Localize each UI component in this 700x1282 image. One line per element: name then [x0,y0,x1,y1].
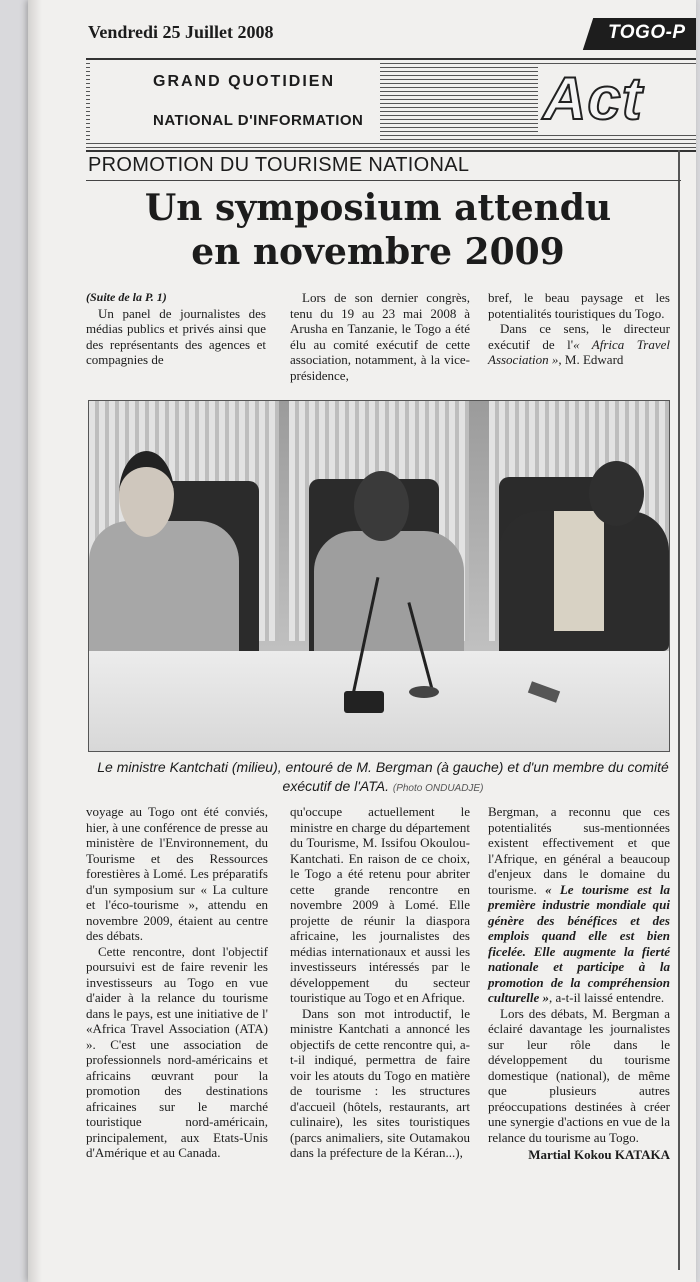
text-run: , a-t-il laissé entendre. [549,990,665,1005]
column-2-top [290,290,470,383]
microphone-base-2 [409,686,439,698]
column-3-top [488,290,670,368]
section-tab-label: TOGO-P [608,22,686,43]
masthead-line-2: NATIONAL D'INFORMATION [153,112,364,129]
ata-name: « Africa Travel Association » [488,336,671,367]
column-1-top [86,290,266,368]
masthead-logo: Act [543,65,643,132]
person-left-head [119,451,174,537]
caption-text: Le ministre Kantchati (milieu), entouré de M. Bergman (à gauche) et d'un membre du comité exécutif de l'ATA. [97,759,669,794]
page-fold-shadow [28,0,42,1282]
paragraph: bref, le beau paysage et les potentialités touristiques du Togo. [488,290,670,321]
photo-credit: (Photo ONDUADJE) [392,783,484,794]
text-run: Dans ce sens, le directeur exécutif de l' [488,321,670,352]
column-1-bottom [86,804,268,1161]
paragraph: Lors de son dernier congrès, tenu du 19 au 23 mai 2008 à Arusha en Tanzanie, le Togo a été élu au comité exécutif de cette association, notamment, à la vice-présidence, [290,290,470,383]
headline-line-2: en novembre 2009 [191,231,565,273]
press-conference-photo [88,400,670,752]
paragraph: Dans son mot introductif, le ministre Kantchati a annoncé les objectifs de cette rencontre qui, a-t-il indiqué, permettra de faire voir les atouts du Togo en matière de tourisme : les structures d'accueil (hôtels, restaurants, art culinaire), les sites touristiques (parcs animaliers, site Outamakou dans la préfecture de la Kéran...), [290,1005,470,1160]
article-headline [73,186,683,274]
text-run: , M. Edward [558,352,624,367]
person-right-head [589,461,644,526]
paragraph [488,804,670,1006]
paragraph: qu'occupe actuellement le ministre en charge du département du Tourisme, M. Issifou Okoulou-Kantchati. En raison de ce choix, le Togo a été retenu pour abriter cette grande rencontre en novembre 2009 à Lomé. Elle projette de réunir la diaspora africaine, les journalistes des médias internationaux et aussi les investisseurs intéressés par le développement du secteur touristique au Togo et en Afrique. [290,804,470,1005]
paragraph: Un panel de journalistes des médias publics et privés ainsi que des représentants des agences et compagnies de [86,305,266,367]
paragraph: Cette rencontre, dont l'objectif poursuivi est de faire revenir les investisseurs au Togo en vue d'aider à la relance du tourisme dans le pays, est une initiative de l' «Africa Travel Association (ATA) ». C'est une association de professionnels nord-américains et africains œuvrant pour la promotion des destinations africaines sur le marché touristique nord-américain, principalement, aux Etats-Unis d'Amérique et au Canada. [86,943,268,1160]
headline-line-1: Un symposium attendu [144,187,612,229]
text-run: Bergman, a reconnu que ces potentialités sus-mentionnées existent effectivement et que l'Afrique, en général a beaucoup d'enjeux dans le domaine du tourisme. [488,804,670,897]
photo-caption [73,758,693,798]
minister-quote: « Le tourisme est la première industrie mondiale qui génère des bénéfices et des emplois quand elle est bien ficelée. Elle augmente la fierté nationale et participe à la promotion de la compréhension culturelle » [488,881,671,1005]
column-rule [678,150,680,1270]
masthead-line-1: GRAND QUOTIDIEN [153,73,335,90]
continued-from: (Suite de la P. 1) [86,290,167,304]
microphone-base-1 [344,691,384,713]
paragraph [488,321,670,368]
person-right-scarf [554,511,604,631]
issue-date: Vendredi 25 Juillet 2008 [88,22,274,42]
kicker-underline [86,180,681,181]
paragraph: voyage au Togo ont été conviés, hier, à une conférence de presse au ministère de l'Environnement, du Tourisme et des Ressources forestières à Lomé. Les préparatifs d'un symposium sur « La culture et l'éco-tourisme », attendu en novembre 2009, étaient au centre des débats. [86,804,268,943]
newspaper-page [28,0,696,1282]
paragraph: Lors des débats, M. Bergman a éclairé davantage les journalistes sur leur rôle dans le développement du tourisme domestique (national), de même que plusieurs autres préoccupations destinées à créer une synergie d'actions en vue de la relance du tourisme au Togo. [488,1005,670,1145]
article-kicker: PROMOTION DU TOURISME NATIONAL [88,154,470,176]
column-3-bottom [488,804,670,1163]
person-center-head [354,471,409,541]
author-signature: Martial Kokou KATAKA [528,1147,670,1162]
column-2-bottom [290,804,470,1161]
